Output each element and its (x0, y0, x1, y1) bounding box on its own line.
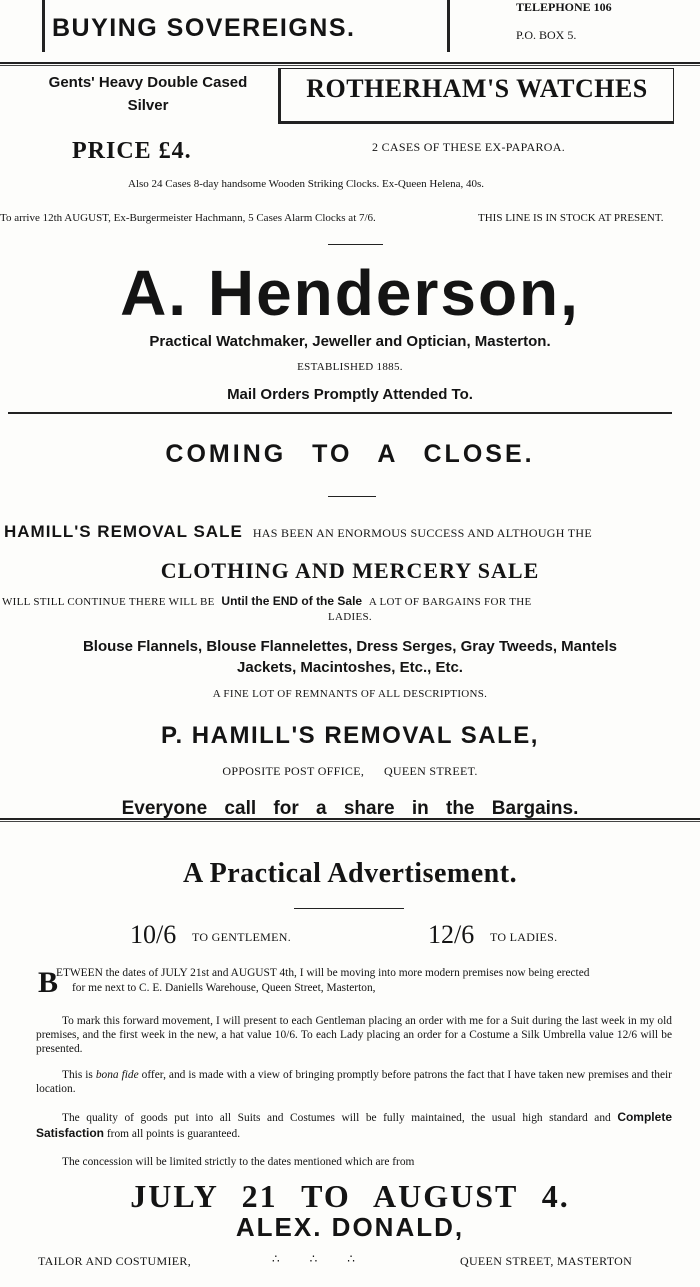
rotherham-watches: ROTHERHAM'S WATCHES (306, 74, 648, 103)
clothing-mercery: CLOTHING AND MERCERY SALE (160, 558, 540, 583)
mail-orders: Mail Orders Promptly Attended To. (227, 386, 473, 403)
complete-satisfaction: Complete Satisfaction (36, 1110, 672, 1140)
para3-c: offer, and is made with a view of bringing promptly before patrons the fact that I have taken new premises and their location. (36, 1069, 672, 1095)
p-hamill-name: P. HAMILL'S REMOVAL SALE, (161, 722, 539, 749)
short-rule (328, 244, 383, 245)
ornament-dots: ∴ ∴ ∴ (272, 1252, 355, 1266)
alex-donald-name: ALEX. DONALD, (235, 1212, 465, 1242)
hamill-sale-rest: HAS BEEN AN ENORMOUS SUCCESS AND ALTHOUGH THE (252, 526, 593, 540)
practical-ad-title: A Practical Advertisement. (182, 858, 518, 889)
price: PRICE £4. (72, 138, 192, 164)
until-end: Until the END of the Sale (221, 594, 363, 608)
silver-text: Silver (127, 97, 169, 114)
rule-after-henderson (8, 412, 672, 414)
bona-fide: bona fide (95, 1069, 139, 1081)
rule-after-hamill (0, 818, 700, 822)
cases-text: 2 CASES OF THESE EX-PAPAROA. (372, 140, 566, 154)
to-gentlemen: TO GENTLEMEN. (192, 930, 291, 944)
title-rule (294, 908, 404, 909)
in-stock-text: THIS LINE IS IN STOCK AT PRESENT. (478, 212, 664, 224)
para4 (36, 1110, 672, 1142)
lot-of-bargains: A LOT OF BARGAINS FOR THE (368, 596, 532, 608)
telephone: TELEPHONE 106 (516, 0, 612, 14)
po-box: P.O. BOX 5. (516, 28, 577, 42)
para3 (36, 1068, 672, 1096)
para3-a: This is (62, 1069, 96, 1081)
dates-headline: JULY 21 TO AUGUST 4. (130, 1178, 570, 1214)
everyone-call: Everyone call for a share in the Bargains. (121, 798, 579, 819)
will-line (2, 594, 532, 608)
henderson-ad (0, 0, 700, 410)
para4-a: The quality of goods put into all Suits and Costumes will be fully maintained, the usual high standard and (62, 1112, 618, 1124)
arrive-text: To arrive 12th AUGUST, Ex-Burgermeister Hachmann, 5 Cases Alarm Clocks at 7/6. (0, 212, 376, 224)
goods-line-2: Jackets, Macintoshes, Etc., Etc. (237, 659, 463, 676)
to-ladies: TO LADIES. (490, 930, 558, 944)
will-continue: WILL STILL CONTINUE THERE WILL BE (2, 596, 215, 608)
coming-to-close: COMING TO A CLOSE. (165, 440, 535, 468)
price-ladies: 12/6 (428, 920, 475, 949)
clocks-text: Also 24 Cases 8-day handsome Wooden Striking Clocks. Ex-Queen Helena, 40s. (128, 178, 485, 190)
established: ESTABLISHED 1885. (297, 361, 403, 373)
para5: The concession will be limited strictly to the dates mentioned which are from (62, 1156, 415, 1168)
drop-cap: B (38, 966, 59, 999)
para1-line2: for me next to C. E. Daniells Warehouse, Queen Street, Masterton, (72, 982, 376, 994)
para4-c: from all points is guaranteed. (104, 1128, 241, 1140)
hamill-address: OPPOSITE POST OFFICE, QUEEN STREET. (222, 764, 478, 778)
queen-street-masterton: QUEEN STREET, MASTERTON (460, 1254, 633, 1268)
gents-text: Gents' Heavy Double Cased (48, 74, 248, 91)
henderson-name: A. Henderson, (120, 257, 580, 329)
hamill-line (4, 522, 592, 542)
donald-ad (0, 824, 700, 1287)
ladies: LADIES. (328, 611, 372, 623)
short-rule-2 (328, 496, 376, 497)
hamill-ad (0, 418, 700, 823)
price-gentlemen: 10/6 (130, 920, 177, 949)
henderson-trade: Practical Watchmaker, Jeweller and Optician, Masterton. (149, 333, 551, 350)
remnants: A FINE LOT OF REMNANTS OF ALL DESCRIPTIONS. (212, 688, 488, 700)
para2: To mark this forward movement, I will present to each Gentleman placing an order with me for a Suit during the last week in my old premises, and the first week in the new, a hat value 10/6. To each Lady placing an order for a Costume a Silk Umbrella value 12/6 will be presented. (36, 1015, 672, 1055)
top-rule (0, 62, 700, 66)
goods-line-1: Blouse Flannels, Blouse Flannelettes, Dress Serges, Gray Tweeds, Mantels (82, 638, 618, 655)
buying-sovereigns: BUYING SOVEREIGNS. (52, 14, 356, 42)
para1-line1: ETWEEN the dates of JULY 21st and AUGUST 4th, I will be moving into more modern premises now being erected (56, 967, 590, 979)
tailor-costumier: TAILOR AND COSTUMIER, (38, 1254, 192, 1268)
hamill-sale-lead: HAMILL'S REMOVAL SALE (4, 522, 243, 541)
